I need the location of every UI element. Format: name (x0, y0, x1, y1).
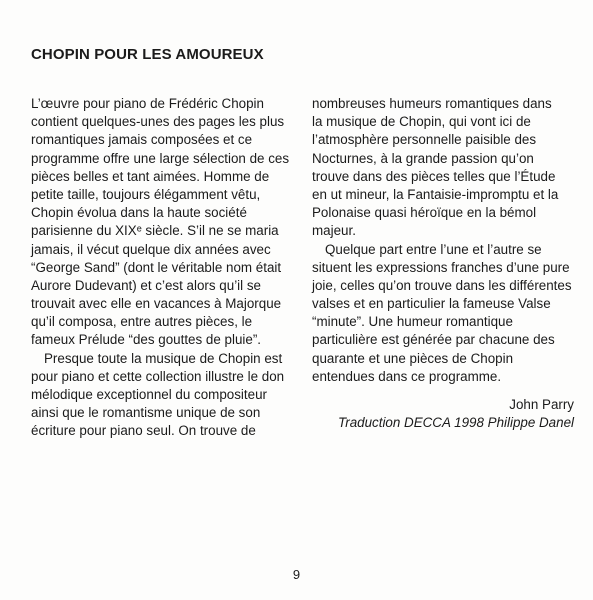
text-line: Nocturnes, à la grande passion qu’on (312, 150, 534, 166)
text-line: romantiques jamais composées et ce (31, 132, 253, 148)
text-line: trouvait avec elle en vacances à Majorque (31, 296, 282, 312)
text-line: la musique de Chopin, qui vont ici de (312, 114, 531, 130)
page-number: 9 (292, 567, 301, 582)
text-line: mélodique exceptionnel du compositeur (31, 387, 267, 402)
text-line: majeur. (312, 223, 356, 239)
right-column (312, 95, 574, 432)
article-title: CHOPIN POUR LES AMOUREUX (31, 46, 264, 63)
text-line: fameux Prélude “des gouttes de pluie”. (31, 332, 262, 348)
text-line: trouve dans des pièces telles que l’Étude (312, 168, 556, 184)
text-line: programme offre une large sélection de ces (31, 150, 290, 166)
author-signature: John Parry (509, 397, 574, 412)
text-line: Polonaise quasi héroïque en la bémol (312, 205, 537, 221)
text-line: parisienne du XIXᵉ siècle. S’il ne se maria (31, 223, 279, 239)
text-line: L’œuvre pour piano de Frédéric Chopin (31, 96, 264, 111)
paragraph-start-line: Presque toute la musique de Chopin est (44, 350, 283, 366)
text-line: pour piano et cette collection illustre le don (31, 368, 285, 384)
text-line: en ut mineur, la Fantaisie-impromptu et la (312, 186, 559, 202)
text-line: situent les expressions franches d’une pure (312, 259, 570, 275)
text-line: nombreuses humeurs romantiques dans (312, 96, 552, 111)
text-line: ainsi que le romantisme unique de son (31, 405, 261, 421)
text-line: petite taille, toujours élégamment vêtu, (31, 186, 261, 202)
text-line: Aurore Dudevant) et c’est alors qu’il se (31, 277, 261, 293)
paragraph-start-line: Quelque part entre l’une et l’autre se (325, 241, 542, 257)
text-line: valses et en particulier la fameuse Valse (312, 296, 551, 312)
text-line: écriture pour piano seul. On trouve de (31, 423, 256, 439)
text-line: Chopin évolua dans la haute société (31, 205, 247, 221)
text-line: joie, celles qu’on trouve dans les différentes (312, 277, 572, 293)
translation-credit: Traduction DECCA 1998 Philippe Danel (338, 415, 574, 431)
text-line: pièces belles et tant aimées. Homme de (31, 168, 270, 184)
text-line: quarante et une pièces de Chopin (312, 350, 514, 366)
text-line: entendues dans ce programme. (312, 368, 502, 384)
signature-spacer (312, 386, 574, 396)
left-column (31, 95, 291, 441)
text-line: contient quelques-unes des pages les plus (31, 114, 285, 130)
text-line: l’atmosphère personnelle paisible des (312, 132, 537, 148)
text-line: particulière est générée par chacune des (312, 332, 555, 348)
text-line: jamais, il vécut quelque dix années avec (31, 241, 271, 257)
text-line: “minute”. Une humeur romantique (312, 314, 513, 330)
text-line: qu’il composa, entre autres pièces, le (31, 314, 253, 330)
text-line: “George Sand” (dont le véritable nom était (31, 259, 282, 275)
